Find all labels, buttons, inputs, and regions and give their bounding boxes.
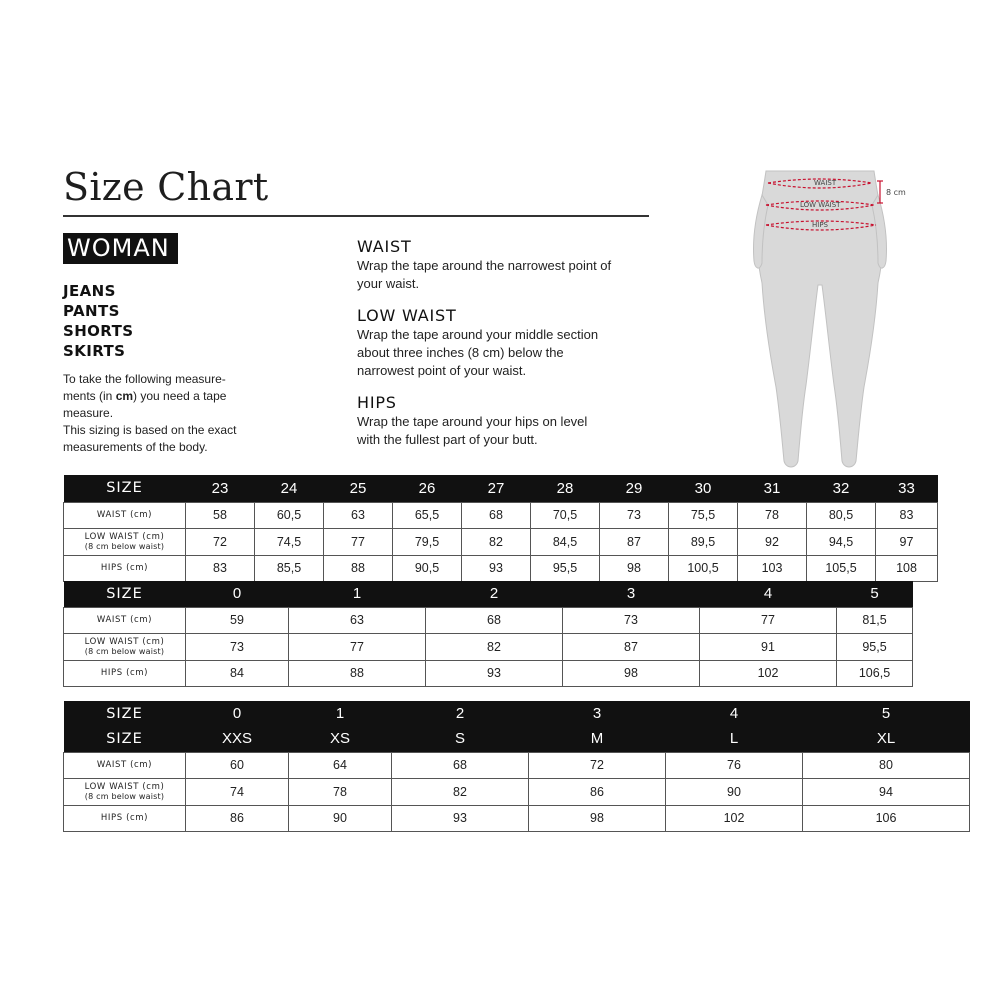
value-cell: 93 — [392, 805, 529, 831]
label-sub: (8 cm below waist) — [84, 791, 165, 801]
category-item: SHORTS — [63, 322, 134, 340]
size-cell: 4 — [666, 701, 803, 726]
value-cell: 80 — [803, 752, 970, 778]
row-label-hips — [64, 660, 186, 686]
instruction-title: HIPS — [357, 393, 397, 412]
value-cell: 73 — [563, 607, 700, 633]
value-cell: 93 — [462, 555, 531, 581]
table-row — [64, 502, 938, 528]
size-cell: 5 — [803, 701, 970, 726]
size-cell: 0 — [186, 581, 289, 607]
size-cell: 1 — [289, 581, 426, 607]
value-cell: 83 — [876, 502, 938, 528]
label-text: HIPS — [100, 813, 123, 823]
value-cell: 86 — [186, 805, 289, 831]
value-cell: 78 — [289, 778, 392, 805]
category-list — [63, 281, 133, 361]
value-cell: 82 — [426, 633, 563, 660]
value-cell: 105,5 — [807, 555, 876, 581]
instruction-line: Wrap the tape around the narrowest point of — [357, 258, 612, 273]
waist-instruction — [357, 237, 667, 293]
table-row — [64, 555, 938, 581]
size-cell: 30 — [669, 475, 738, 502]
instruction-title: WAIST — [357, 237, 412, 256]
label-unit: (cm) — [142, 781, 165, 792]
category-item: SKIRTS — [63, 342, 126, 360]
size-cell: 33 — [876, 475, 938, 502]
size-cell: 29 — [600, 475, 669, 502]
value-cell: 78 — [738, 502, 807, 528]
body-measurement-figure — [740, 165, 920, 475]
value-cell: 108 — [876, 555, 938, 581]
page-title: Size Chart — [63, 165, 269, 209]
value-cell: 77 — [700, 607, 837, 633]
label-text: LOW WAIST — [84, 636, 140, 647]
intro-text — [63, 371, 293, 456]
value-cell: 91 — [700, 633, 837, 660]
intro-fragment: ) you need a tape — [133, 389, 227, 403]
value-cell: 72 — [186, 528, 255, 555]
value-cell: 74,5 — [255, 528, 324, 555]
table-row — [64, 778, 970, 805]
label-text: WAIST — [96, 510, 127, 520]
table-row — [64, 528, 938, 555]
value-cell: 72 — [529, 752, 666, 778]
size-table-numeric — [63, 475, 938, 582]
instruction-line: about three inches (8 cm) below the — [357, 345, 564, 360]
label-unit: (cm) — [142, 636, 165, 647]
value-cell: 100,5 — [669, 555, 738, 581]
value-cell: 81,5 — [837, 607, 913, 633]
value-cell: 98 — [563, 660, 700, 686]
row-label-low-waist — [64, 633, 186, 660]
value-cell: 63 — [289, 607, 426, 633]
row-label-waist — [64, 502, 186, 528]
value-cell: 77 — [289, 633, 426, 660]
value-cell: 90 — [666, 778, 803, 805]
label-text: LOW WAIST — [84, 531, 140, 542]
offset-label: 8 cm — [886, 188, 906, 197]
instruction-line: with the fullest part of your butt. — [357, 432, 538, 447]
value-cell: 59 — [186, 607, 289, 633]
value-cell: 77 — [324, 528, 393, 555]
intro-unit: cm — [115, 389, 134, 403]
value-cell: 98 — [529, 805, 666, 831]
size-cell: 24 — [255, 475, 324, 502]
table-row — [64, 607, 913, 633]
value-cell: 90 — [289, 805, 392, 831]
value-cell: 88 — [289, 660, 426, 686]
value-cell: 83 — [186, 555, 255, 581]
size-cell: 27 — [462, 475, 531, 502]
label-sub: (8 cm below waist) — [84, 646, 165, 656]
value-cell: 90,5 — [393, 555, 462, 581]
value-cell: 102 — [700, 660, 837, 686]
low-waist-instruction — [357, 306, 667, 380]
label-text: HIPS — [100, 668, 123, 678]
label-unit: (cm) — [130, 510, 153, 520]
value-cell: 73 — [600, 502, 669, 528]
value-cell: 58 — [186, 502, 255, 528]
letter-size-cell: XS — [289, 726, 392, 752]
table-row — [64, 633, 913, 660]
figure-low-waist-label: LOW WAIST — [800, 201, 841, 209]
value-cell: 63 — [324, 502, 393, 528]
label-unit: (cm) — [126, 813, 149, 823]
label-unit: (cm) — [130, 615, 153, 625]
value-cell: 80,5 — [807, 502, 876, 528]
label-text: WAIST — [96, 760, 127, 770]
value-cell: 87 — [563, 633, 700, 660]
value-cell: 86 — [529, 778, 666, 805]
body-silhouette — [753, 171, 886, 467]
size-cell: 0 — [186, 701, 289, 726]
letter-size-cell: XL — [803, 726, 970, 752]
value-cell: 85,5 — [255, 555, 324, 581]
row-label-size: SIZE — [64, 581, 186, 607]
intro-line: measurements of the body. — [63, 440, 208, 454]
table-row — [64, 660, 913, 686]
value-cell: 84 — [186, 660, 289, 686]
intro-line: This sizing is based on the exact — [63, 423, 237, 437]
value-cell: 92 — [738, 528, 807, 555]
figure-waist-label: WAIST — [814, 179, 837, 187]
value-cell: 98 — [600, 555, 669, 581]
instruction-line: Wrap the tape around your hips on level — [357, 414, 588, 429]
size-cell: 23 — [186, 475, 255, 502]
value-cell: 84,5 — [531, 528, 600, 555]
row-label-waist — [64, 752, 186, 778]
gender-badge: WOMAN — [63, 233, 178, 264]
size-cell: 5 — [837, 581, 913, 607]
value-cell: 106,5 — [837, 660, 913, 686]
row-label-low-waist — [64, 528, 186, 555]
row-label-waist — [64, 607, 186, 633]
size-cell: 31 — [738, 475, 807, 502]
value-cell: 76 — [666, 752, 803, 778]
row-label-size: SIZE — [64, 726, 186, 752]
value-cell: 64 — [289, 752, 392, 778]
value-cell: 82 — [462, 528, 531, 555]
category-item: JEANS — [63, 282, 116, 300]
figure-hips-label: HIPS — [812, 221, 828, 229]
letter-size-cell: M — [529, 726, 666, 752]
size-table-letters — [63, 701, 970, 832]
label-text: LOW WAIST — [84, 781, 140, 792]
value-cell: 95,5 — [531, 555, 600, 581]
label-unit: (cm) — [126, 563, 149, 573]
value-cell: 68 — [426, 607, 563, 633]
value-cell: 94 — [803, 778, 970, 805]
value-cell: 95,5 — [837, 633, 913, 660]
letter-size-cell: XXS — [186, 726, 289, 752]
value-cell: 60 — [186, 752, 289, 778]
intro-line: To take the following measure- — [63, 372, 226, 386]
label-unit: (cm) — [130, 760, 153, 770]
size-cell: 4 — [700, 581, 837, 607]
label-text: WAIST — [96, 615, 127, 625]
title-divider — [63, 215, 649, 217]
value-cell: 75,5 — [669, 502, 738, 528]
letter-size-cell: S — [392, 726, 529, 752]
table-row — [64, 752, 970, 778]
value-cell: 68 — [462, 502, 531, 528]
intro-line: measure. — [63, 406, 114, 420]
category-item: PANTS — [63, 302, 120, 320]
intro-line — [63, 388, 293, 405]
value-cell: 103 — [738, 555, 807, 581]
row-label-size: SIZE — [64, 701, 186, 726]
size-table-us — [63, 581, 913, 687]
intro-fragment: ments (in — [63, 389, 116, 403]
value-cell: 79,5 — [393, 528, 462, 555]
value-cell: 87 — [600, 528, 669, 555]
instruction-line: Wrap the tape around your middle section — [357, 327, 599, 342]
size-cell: 3 — [563, 581, 700, 607]
size-cell: 28 — [531, 475, 600, 502]
size-cell: 2 — [392, 701, 529, 726]
value-cell: 94,5 — [807, 528, 876, 555]
instruction-title: LOW WAIST — [357, 306, 457, 325]
value-cell: 74 — [186, 778, 289, 805]
row-label-low-waist — [64, 778, 186, 805]
value-cell: 88 — [324, 555, 393, 581]
letter-size-cell: L — [666, 726, 803, 752]
label-text: HIPS — [100, 563, 123, 573]
label-unit: (cm) — [142, 531, 165, 542]
value-cell: 89,5 — [669, 528, 738, 555]
value-cell: 97 — [876, 528, 938, 555]
instruction-line: narrowest point of your waist. — [357, 363, 527, 378]
label-unit: (cm) — [126, 668, 149, 678]
size-cell: 3 — [529, 701, 666, 726]
value-cell: 73 — [186, 633, 289, 660]
size-cell: 2 — [426, 581, 563, 607]
value-cell: 93 — [426, 660, 563, 686]
row-label-hips — [64, 805, 186, 831]
value-cell: 102 — [666, 805, 803, 831]
size-cell: 26 — [393, 475, 462, 502]
size-cell: 1 — [289, 701, 392, 726]
value-cell: 82 — [392, 778, 529, 805]
size-cell: 32 — [807, 475, 876, 502]
table-row — [64, 805, 970, 831]
value-cell: 70,5 — [531, 502, 600, 528]
value-cell: 68 — [392, 752, 529, 778]
label-sub: (8 cm below waist) — [84, 541, 165, 551]
hips-instruction — [357, 393, 667, 449]
size-cell: 25 — [324, 475, 393, 502]
row-label-hips — [64, 555, 186, 581]
instruction-line: your waist. — [357, 276, 420, 291]
value-cell: 60,5 — [255, 502, 324, 528]
row-label-size: SIZE — [64, 475, 186, 502]
value-cell: 65,5 — [393, 502, 462, 528]
value-cell: 106 — [803, 805, 970, 831]
